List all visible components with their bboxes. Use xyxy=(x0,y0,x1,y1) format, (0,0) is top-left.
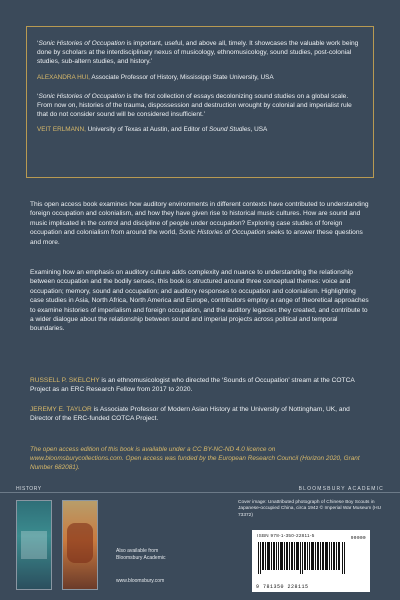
quote-2-journal: Sound Studies xyxy=(209,126,251,134)
quote-2-book-title: Sonic Histories of Occupation xyxy=(38,92,125,100)
description-paragraph-2: Examining how an emphasis on auditory culture adds complexity and nuance to understanding the relationship between occupation and the bodily senses, this book is structured around three conceptual themes: voice and occupation; memory, sound and occupation; and auditory responses to occupation and colonialism. Highlighting case studies in Asia, North Africa, North America and Europe, contributors employ a range of theoretical approaches to examine histories of imperialism and foreign occupation, and the auditory legacies they created, and contribute to a wider dialogue about the relationship between sound and imperial projects across political and temporal boundaries. xyxy=(30,269,369,333)
editor-2-bio: is Associate Professor of Modern Asian History at the University of Nottingham, UK, and Director of the ERC-funded COTCA Project. xyxy=(30,406,350,423)
description-p1-start: This open access book examines how auditory environments in different contexts have contributed to understanding foreign occupation and colonialism, and how they have given rise to historical music cultures. How are sound and music implicated in the control and discipline of people under occupation? Exploring case studies of foreign occupation and colonialism from around the world, xyxy=(30,201,369,237)
publisher-website: www.bloomsbury.com xyxy=(116,578,165,584)
quote-2-author: VEIT ERLMANN, xyxy=(37,126,86,134)
quote-1-affiliation: Associate Professor of History, Mississippi State University, USA xyxy=(89,73,274,81)
editor-bio-2 xyxy=(30,405,370,424)
footer-divider xyxy=(0,492,400,493)
endorsement-attribution-1 xyxy=(37,73,363,82)
isbn-number: ISBN 978-1-350-22811-5 xyxy=(257,533,315,538)
open-access-note: The open access edition of this book is available under a CC BY-NC-ND 4.0 licence on www.bloomsburycollections.com. Open access was funded by the European Research Council (Horizon 2020, Grant Number 682081). xyxy=(30,446,360,471)
endorsement-quote-1: ‘Sonic Histories of Occupation is important, useful, and above all, timely. It showcases the valuable work being done by scholars at the interdisciplinary nexus of musicology, ethnomusicology, sound studies, post-colonial studies, sub-altern studies, and history.’ xyxy=(37,40,359,66)
barcode-panel xyxy=(252,530,370,592)
description-paragraph-1 xyxy=(30,200,370,247)
also-available-text xyxy=(116,548,165,562)
description-p1-book-title: Sonic Histories of Occupation xyxy=(178,229,266,237)
barcode-addon-digits: 90000 xyxy=(350,536,366,541)
barcode-digits: 9 781350 228115 xyxy=(256,584,309,590)
endorsement-quote-2: ‘Sonic Histories of Occupation is the first collection of essays decolonizing sound studies on a global scale. From now on, histories of the trauma, dispossession and destruction wrought by colonial and imperialist rule that do not consider sound will be considered insufficient.’ xyxy=(37,92,352,119)
category-label: HISTORY xyxy=(16,486,42,492)
related-book-cover-1 xyxy=(16,500,52,590)
related-book-cover-2 xyxy=(62,500,98,590)
description-p1-end: seeks to answer these questions and more. xyxy=(30,229,363,246)
endorsements-box xyxy=(26,26,374,178)
quote-2-affiliation-end: , USA xyxy=(250,126,268,134)
endorsement-attribution-2 xyxy=(37,125,363,134)
also-available-line-1: Also available from xyxy=(116,548,159,554)
quote-2-text: is the first collection of essays decolonizing sound studies on a global scale. From now on, histories of the trauma, dispossession and destruction wrought by colonial and imperialist rule that do not consider sound will be considered insufficient.’ xyxy=(37,92,352,119)
quote-2-affiliation: University of Texas at Austin, and Editor of xyxy=(85,126,210,134)
editor-1-bio: is an ethnomusicologist who directed the ‘Sounds of Occupation’ stream at the COTCA Project as an ERC Research Fellow from 2017 to 2020. xyxy=(30,377,355,394)
editor-bio-1 xyxy=(30,376,370,395)
cover-image-credit: Cover image: Unattributed photograph of Chinese Boy Scouts in Japanese-occupied China, circa 1942 © Imperial War Museum (HU 73372) xyxy=(238,500,382,518)
quote-1-text: is important, useful, and above all, timely. It showcases the valuable work being done by scholars at the interdisciplinary nexus of musicology, ethnomusicology, sound studies, post-colonial studies, sub-altern studies, and history.’ xyxy=(37,40,359,66)
quote-1-author: ALEXANDRA HUI, xyxy=(37,73,90,81)
also-available-line-2: Bloomsbury Academic xyxy=(116,555,166,561)
publisher-label: BLOOMSBURY ACADEMIC xyxy=(298,486,384,492)
barcode-icon xyxy=(258,542,346,580)
quote-1-book-title: Sonic Histories of Occupation xyxy=(38,40,125,47)
editor-2-name: JEREMY E. TAYLOR xyxy=(30,406,92,413)
editor-1-name: RUSSELL P. SKELCHY xyxy=(30,377,100,384)
